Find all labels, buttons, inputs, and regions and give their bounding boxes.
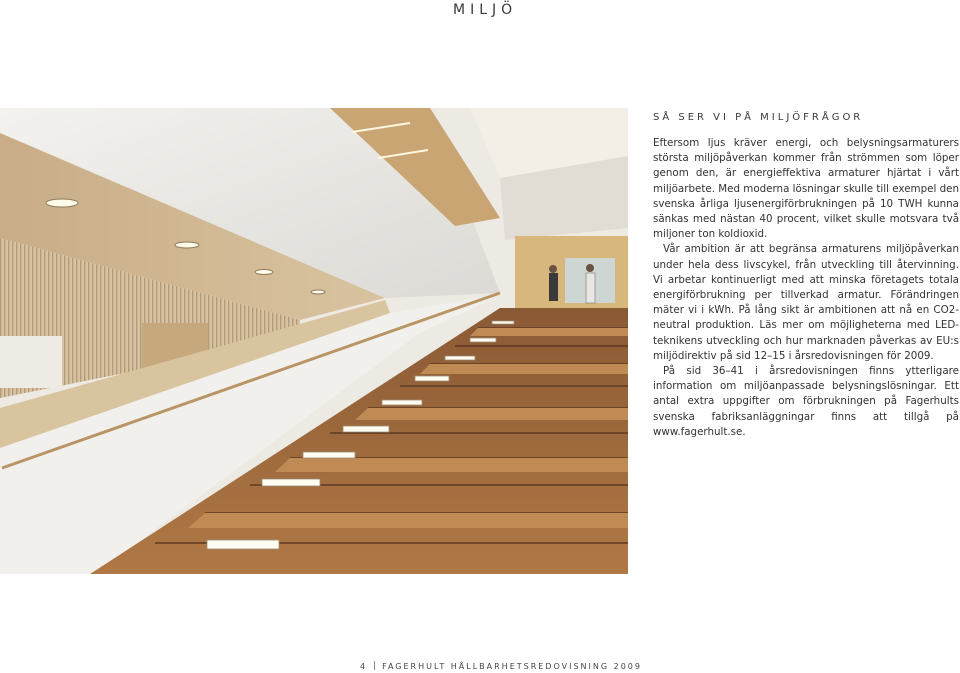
staircase-photo — [0, 108, 628, 574]
paragraph-2: Vår ambition är att begränsa armaturens miljöpåverkan under hela dess livscykel, från utveckling till återvinning. Vi arbetar kontinuerligt med att minska företagets totala energiförbrukning per tillverkad armatur. Förändringen mäter vi i kWh. På lång sikt är ambitionen att nå en CO2-neutral produktion. Läs mer om möjligheterna med LED-teknikens utveckling och hur marknaden påverkas av EU:s miljödirektiv på sid 12–15 i årsredovisningen för 2009. — [653, 243, 959, 362]
paragraph-3: På sid 36–41 i årsredovisningen finns ytterligare information om miljöanpassade belysningslösningar. Ett antal extra uppgifter om förbrukningen på Fagerhults svenska fabriksanläggningar finns att tillgå på www.fagerhult.se. — [653, 365, 959, 438]
publication-title: FAGERHULT HÅLLBARHETSREDOVISNING 2009 — [382, 662, 642, 671]
article-body — [653, 136, 959, 440]
section-title: MILJÖ — [453, 2, 518, 18]
page-footer — [360, 661, 642, 671]
article-heading: SÅ SER VI PÅ MILJÖFRÅGOR — [653, 112, 864, 123]
paragraph-1: Eftersom ljus kräver energi, och belysningsarmaturers största miljöpåverkan kommer från strömmen som löper genom den, är energieffektiva armaturer hjärtat i vårt miljöarbete. Med moderna lösningar skulle till exempel den svenska årliga ljusenergiförbrukningen på 10 TWH kunna sänkas med nästan 40 procent, vilket skulle motsvara två miljoner ton koldioxid. — [653, 137, 959, 241]
footer-divider — [374, 661, 375, 670]
page-number: 4 — [360, 662, 368, 671]
